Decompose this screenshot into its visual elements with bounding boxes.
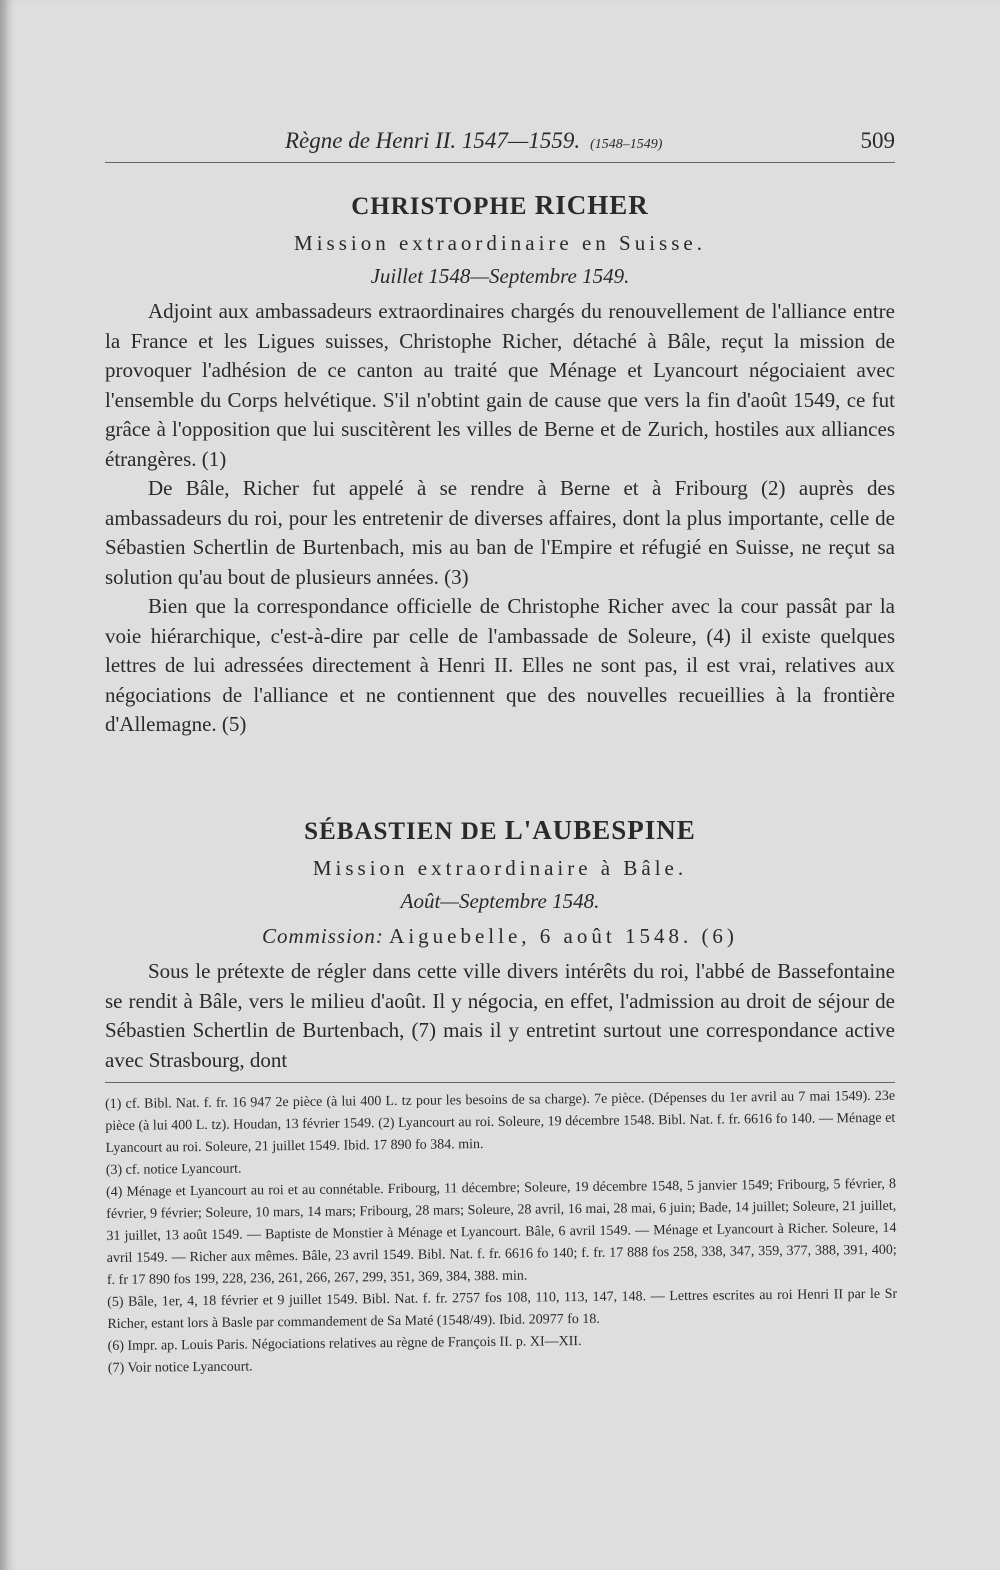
running-title — [285, 128, 662, 154]
footnote-rule — [105, 1082, 895, 1083]
page-number: 509 — [860, 128, 895, 153]
footnote: (6) Impr. ap. Louis Paris. Négociations relatives au règne de François II. p. XI—XII. — [107, 1334, 582, 1354]
dates-line: Août—Septembre 1548. — [400, 889, 600, 913]
footnote: (5) Bâle, 1er, 4, 18 février et 9 juillet 1549. Bibl. Nat. f. fr. 2757 fos 108, 110, 113, 147, 148. — Lettres escrites au roi Henri II par le Sr Richer, estant lors à Basle par commandement de Sa Maté (1548/49). Ibid. 20977 fo 18. — [107, 1286, 898, 1332]
running-title-text: Règne de Henri II. 1547—1559. — [285, 128, 581, 153]
name-prefix: CHRISTOPHE — [351, 193, 535, 220]
paragraph: Adjoint aux ambassadeurs extraordinaires chargés du renouvellement de l'alliance entre la France et les Ligues suisses, Christophe Richer, détaché à Bâle, reçut la mission de provoquer l'adhésion de ce canton au traité que Ménage et Lyancourt négociaient avec l'ensemble du Corps helvétique. S'il n'obtint gain de cause que vers la fin d'août 1549, ce fut grâce à l'opposition que lui suscitèrent les villes de Berne et de Zurich, hostiles aux alliances étrangères. (1) — [105, 299, 895, 471]
name-prefix: SÉBASTIEN DE — [304, 818, 505, 845]
name-bold: RICHER — [534, 190, 649, 220]
paragraph: Bien que la correspondance officielle de Christophe Richer avec la cour passât par la voie hiérarchique, c'est-à-dire par celle de l'ambassade de Soleure, (4) il existe quelques lettres de lui adressées directement à Henri II. Elles ne sont pas, il est vrai, relatives aux négociations de l'alliance et ne contiennent que des nouvelles recueillies à la frontière d'Allemagne. (5) — [105, 594, 895, 736]
commission-label: Commission: — [262, 924, 384, 948]
commission-text: Aiguebelle, 6 août 1548. (6) — [389, 924, 738, 948]
footnote: (1) cf. Bibl. Nat. f. fr. 16 947 2e pièce (à lui 400 L. tz pour les besoins de sa charge). 7e pièce. (Dépenses du 1er avril au 7 mai 1549). 23e pièce (à lui 400 L. tz). Houdan, 13 février 1549. (2) Lyancourt au roi. Soleure, 19 décembre 1548. Bibl. Nat. f. fr. 6616 fo 140. — Ménage et Lyancourt au roi. Soleure, 21 juillet 1549. Ibid. 17 890 fo 384. min. — [105, 1088, 896, 1156]
paragraph: De Bâle, Richer fut appelé à se rendre à Berne et à Fribourg (2) auprès des ambassadeurs du roi, pour les entretenir de diverses affaires, dont la plus importante, celle de Sébastien Schertlin de Burtenbach, mis au ban de l'Empire et réfugié en Suisse, ne reçut sa solution qu'au bout de plusieurs années. (3) — [105, 476, 895, 589]
paragraph: Sous le prétexte de régler dans cette ville divers intérêts du roi, l'abbé de Bassefontaine se rendit à Bâle, vers le milieu d'août. Il y négocia, en effet, l'admission au droit de séjour de Sébastien Schertlin de Burtenbach, (7) mais il y entretint surtout une correspondance active avec Strasbourg, dont — [105, 959, 895, 1072]
footnotes — [105, 1086, 898, 1380]
footnote: (7) Voir notice Lyancourt. — [107, 1359, 253, 1376]
commission-line — [105, 924, 895, 949]
body-text — [105, 957, 895, 1075]
footnote: (3) cf. notice Lyancourt. — [105, 1161, 242, 1178]
name-bold: L'AUBESPINE — [504, 815, 696, 845]
running-header — [105, 122, 895, 163]
footnote: (4) Ménage et Lyancourt au roi et au connétable. Fribourg, 11 décembre; Soleure, 19 décembre 1548, 5 janvier 1549; Fribourg, 5 février, 8 février, 9 février; Soleure, 10 mars, 14 mars; Fribourg, 28 mars; Soleure, 28 avril, 16 mai, 28 mai, 6 juin; Bade, 14 juillet; Soleure, 21 juillet, 31 juillet, 13 août 1549. — Baptiste de Monstier à Ménage et Lyancourt. Bâle, 6 avril 1549. — Ménage et Lyancourt à Richer. Soleure, 14 avril 1549. — Richer aux mêmes. Bâle, 23 avril 1549. Bibl. Nat. f. fr. 6616 fo 140; f. fr. 17 888 fos 258, 338, 347, 359, 377, 388, 391, 400; f. fr 17 890 fos 199, 228, 236, 261, 266, 267, 299, 351, 369, 384, 388. min. — [105, 1176, 897, 1288]
section-christophe-richer — [105, 190, 895, 740]
running-years: (1548–1549) — [590, 137, 663, 152]
section-title — [105, 190, 895, 221]
mission-line: Mission extraordinaire en Suisse. — [294, 231, 706, 255]
dates-line: Juillet 1548—Septembre 1549. — [370, 264, 630, 288]
body-text — [105, 297, 895, 740]
mission-line: Mission extraordinaire à Bâle. — [312, 856, 688, 880]
section-title — [105, 815, 895, 846]
section-sebastien-de-laubespine — [105, 815, 895, 1075]
